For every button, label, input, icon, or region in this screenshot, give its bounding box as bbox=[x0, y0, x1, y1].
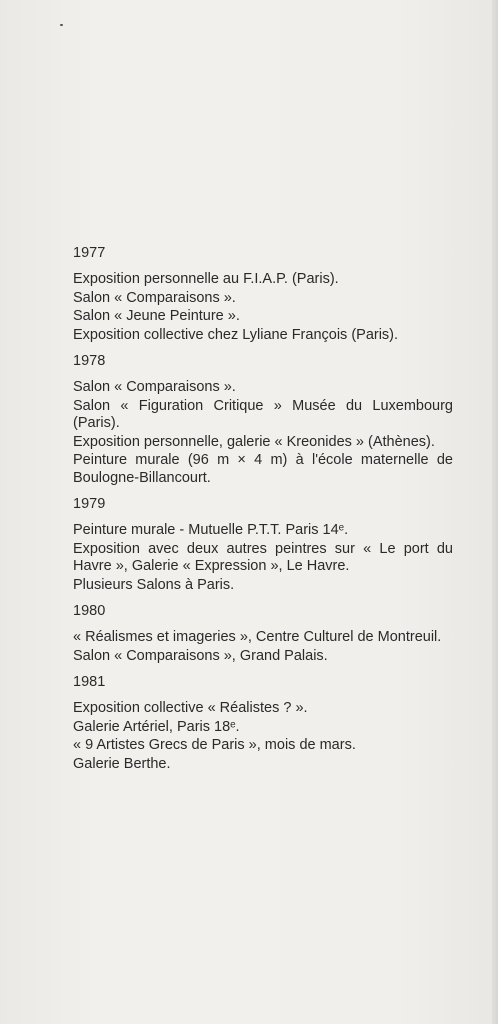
section-1981 bbox=[73, 673, 453, 773]
entry: Salon « Comparaisons ». bbox=[73, 289, 236, 306]
entry: Salon « Jeune Peinture ». bbox=[73, 308, 240, 324]
paper-speck bbox=[60, 24, 63, 26]
section-1978 bbox=[73, 352, 453, 487]
section-1980 bbox=[73, 602, 453, 665]
entry: Salon « Figuration Critique » Musée du Luxembourg (Paris). bbox=[73, 397, 453, 431]
entry: « Réalismes et imageries », Centre Culturel de Montreuil. bbox=[73, 629, 442, 645]
entry: « 9 Artistes Grecs de Paris », mois de mars. bbox=[73, 737, 356, 753]
year-heading: 1979 bbox=[73, 496, 106, 512]
entry: Peinture murale - Mutuelle P.T.T. Paris 14ᵉ. bbox=[73, 522, 349, 538]
entry: Galerie Artériel, Paris 18ᵉ. bbox=[73, 718, 240, 735]
year-heading: 1978 bbox=[73, 353, 106, 369]
section-1979 bbox=[73, 495, 453, 594]
entry: Exposition avec deux autres peintres sur « Le port du Havre », Galerie « Expression », Le Havre. bbox=[73, 540, 453, 574]
exhibition-list bbox=[73, 244, 453, 781]
paper-edge bbox=[492, 0, 498, 1024]
year-heading: 1980 bbox=[73, 603, 106, 619]
entry: Plusieurs Salons à Paris. bbox=[73, 576, 235, 593]
section-1977 bbox=[73, 244, 453, 344]
entry: Exposition personnelle, galerie « Kreonides » (Athènes). bbox=[73, 433, 435, 450]
entry: Exposition collective « Réalistes ? ». bbox=[73, 700, 308, 716]
entry: Salon « Comparaisons ». bbox=[73, 379, 236, 395]
entry: Exposition collective chez Lyliane François (Paris). bbox=[73, 326, 399, 343]
year-heading: 1977 bbox=[73, 245, 106, 261]
entry: Exposition personnelle au F.I.A.P. (Paris). bbox=[73, 271, 339, 287]
entry: Galerie Berthe. bbox=[73, 755, 171, 772]
entry: Peinture murale (96 m × 4 m) à l'école maternelle de Boulogne-Billancourt. bbox=[73, 452, 453, 486]
year-heading: 1981 bbox=[73, 674, 106, 690]
entry: Salon « Comparaisons », Grand Palais. bbox=[73, 647, 328, 664]
